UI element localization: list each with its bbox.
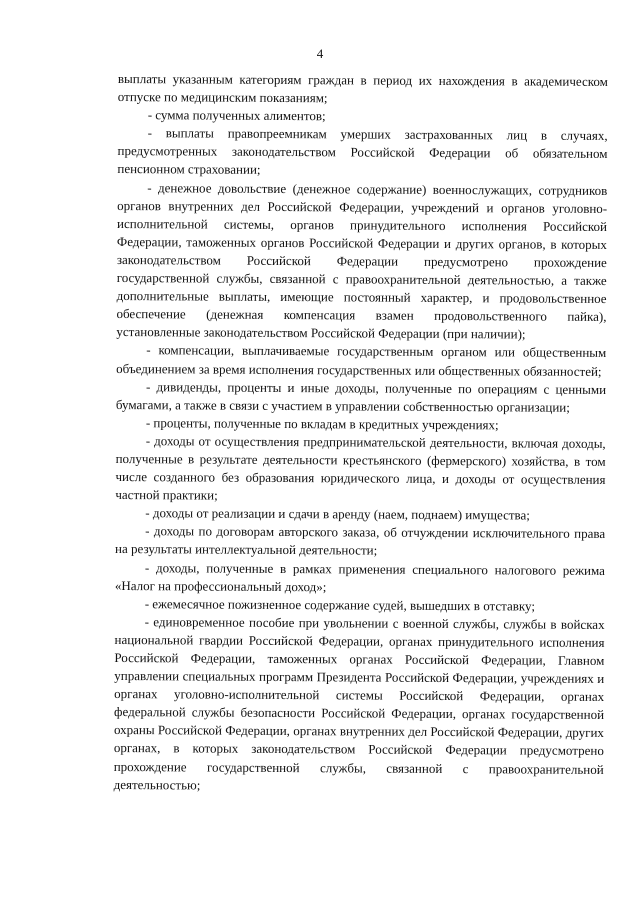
list-item-successor-payments: - выплаты правопреемникам умерших застрахованных лиц в случаях, предусмотренных законодательством Российской Федерации об обязательном пенсионном страховании; [117, 125, 608, 178]
list-item-deposit-interest: - проценты, полученные по вкладам в кредитных учреждениях; [145, 414, 499, 433]
list-item-military-allowance: - денежное довольствие (денежное содержание) военнослужащих, сотрудников органов внутренних дел Российской Федерации, учреждений и органов уголовно-исполнительной системы, органов принудительного исполнения Российской Федерации, таможенных органов Российской Федерации и других органов, в которых законодательством Российской Федерации предусмотрено прохождение государственной службы, связанной с правоохранительной деятельностью, а также дополнительные выплаты, имеющие постоянный характер, и продовольственное обеспечение (денежная компенсация взамен продовольственного пайка), установленные законодательством Российской Федерации (при наличии); [116, 179, 608, 342]
list-item-business-income: - доходы от осуществления предпринимательской деятельности, включая доходы, полученные в результате деятельности крестьянского (фермерского) хозяйства, в том числе созданного без образования юридического лица, и доходы от осуществления частной практики; [115, 433, 606, 503]
list-item-compensations: - компенсации, выплачиваемые государственным органом или общественным объединением за время исполнения государственных или общественных обязанностей; [116, 342, 607, 379]
list-item-judges-allowance: - ежемесячное пожизненное содержание судей, вышедших в отставку; [144, 595, 536, 614]
page-number: 4 [316, 46, 324, 61]
paragraph-continuation: выплаты указанным категориям граждан в период их нахождения в академическом отпуске по медицинским показаниям; [117, 70, 608, 106]
list-item-professional-income-tax: - доходы, полученные в рамках применения специального налогового режима «Налог на профессиональный доход»; [114, 559, 606, 594]
list-item-dividends: - дивиденды, проценты и иные доходы, полученные по операциям с ценными бумагами, а также в связи с участием в управлении собственностью организации; [115, 378, 607, 415]
list-item-alimony: - сумма полученных алиментов; [147, 107, 326, 124]
list-item-property-rental: - доходы от реализации и сдачи в аренду (наем, поднаем) имущества; [145, 505, 530, 523]
list-item-discharge-allowance: - единовременное пособие при увольнении с военной службы, службы в войсках национальной гвардии Российской Федерации, органах принудительного исполнения Российской Федерации, таможенных органах Российской Федерации, Главном управлении специальных программ Президента Российской Федерации, учреждениях и органах уголовно-исполнительной системы Российской Федерации, органах федеральной службы безопасности Российской Федерации, органах государственной охраны Российской Федерации, органах внутренних дел Российской Федерации, других органах, в которых законодательством Российской Федерации предусмотрено прохождение государственной службы, связанной с правоохранительной деятельностью; [113, 613, 605, 793]
list-item-copyright-income: - доходы по договорам авторского заказа, об отчуждении исключительного права на результаты интеллектуальной деятельности; [115, 523, 606, 559]
document-body [114, 70, 608, 797]
